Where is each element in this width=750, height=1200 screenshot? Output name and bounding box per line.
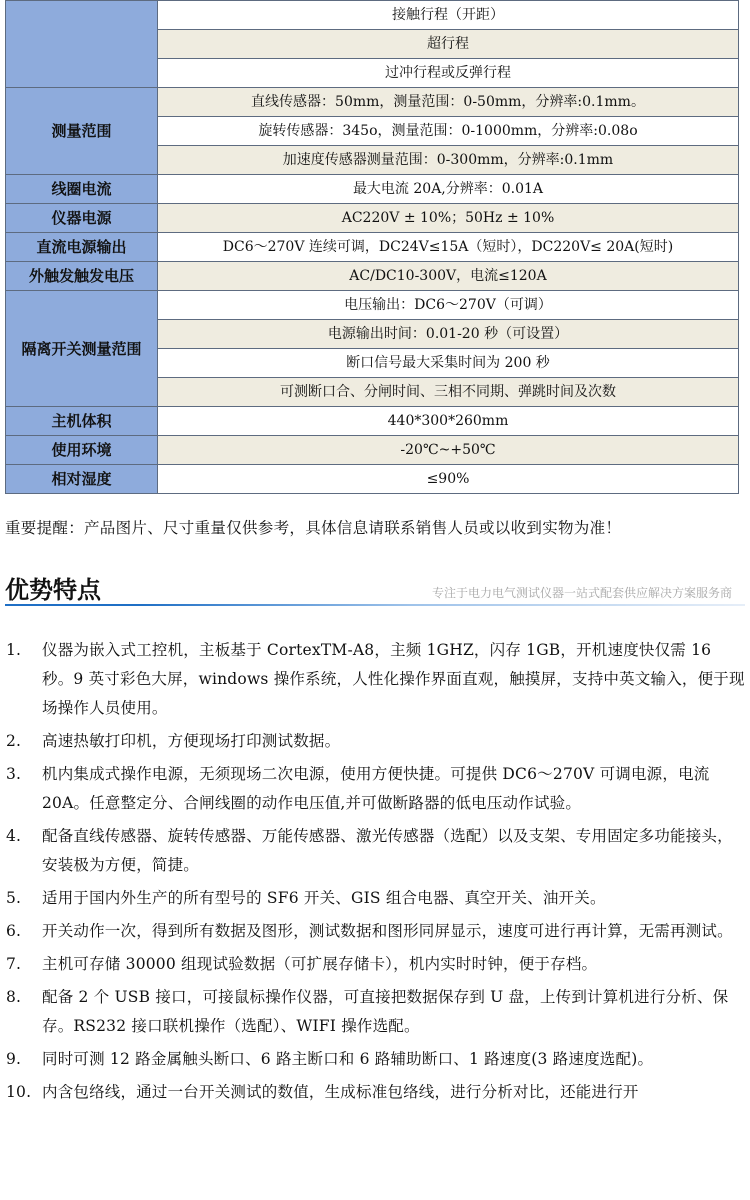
spec-row (6, 436, 739, 465)
spec-value: 断口信号最大采集时间为 200 秒 (158, 349, 739, 378)
spec-value: 接触行程（开距） (158, 1, 739, 30)
spec-row (6, 465, 739, 494)
spec-label: 外触发触发电压 (6, 262, 158, 291)
spec-row (6, 88, 739, 117)
spec-value: 可测断口合、分闸时间、三相不同期、弹跳时间及次数 (158, 378, 739, 407)
spec-label: 相对湿度 (6, 465, 158, 494)
spec-value: AC/DC10-300V，电流≤120A (158, 262, 739, 291)
feature-text: 高速热敏打印机，方便现场打印测试数据。 (42, 732, 341, 750)
feature-item (0, 950, 745, 979)
spec-row (6, 1, 739, 30)
spec-row (6, 175, 739, 204)
spec-value: 电源输出时间：0.01-20 秒（可设置） (158, 320, 739, 349)
spec-value: -20℃~+50℃ (158, 436, 739, 465)
feature-item (0, 636, 745, 723)
spec-row (6, 407, 739, 436)
spec-value: 直线传感器：50mm，测量范围：0-50mm，分辨率:0.1mm。 (158, 88, 739, 117)
spec-row (6, 291, 739, 320)
feature-text: 内含包络线，通过一台开关测试的数值，生成标准包络线，进行分析对比，还能进行开 (42, 1083, 639, 1101)
feature-number: 5. (6, 889, 22, 907)
feature-item (0, 760, 745, 818)
spec-label: 隔离开关测量范围 (6, 291, 158, 407)
spec-value: 加速度传感器测量范围：0-300mm，分辨率:0.1mm (158, 146, 739, 175)
spec-label: 线圈电流 (6, 175, 158, 204)
section-title: 优势特点 (5, 576, 101, 604)
notice-text: 重要提醒：产品图片、尺寸重量仅供参考，具体信息请联系销售人员或以收到实物为准！ (5, 519, 622, 537)
spec-row (6, 204, 739, 233)
feature-number: 2. (6, 732, 22, 750)
spec-label: 使用环境 (6, 436, 158, 465)
spec-value: AC220V ± 10%；50Hz ± 10% (158, 204, 739, 233)
feature-number: 9. (6, 1050, 22, 1068)
section-divider (5, 604, 745, 606)
spec-label: 测量范围 (6, 88, 158, 175)
feature-item (0, 822, 745, 880)
section-slogan: 专注于电力电气测试仪器一站式配套供应解决方案服务商 (431, 586, 732, 600)
feature-text: 机内集成式操作电源，无须现场二次电源，使用方便快捷。可提供 DC6～270V 可调电源，电流 20A。任意整定分、合闸线圈的动作电压值,并可做断路器的低电压动作试验。 (42, 765, 710, 812)
feature-text: 配备直线传感器、旋转传感器、万能传感器、激光传感器（选配）以及支架、专用固定多功能接头，安装极为方便，简捷。 (42, 827, 733, 874)
spec-label: 直流电源输出 (6, 233, 158, 262)
spec-table (5, 0, 739, 494)
feature-number: 7. (6, 955, 22, 973)
spec-row (6, 233, 739, 262)
feature-text: 开关动作一次，得到所有数据及图形，测试数据和图形同屏显示，速度可进行再计算，无需再测试。 (42, 922, 733, 940)
feature-text: 主机可存储 30000 组现试验数据（可扩展存储卡），机内实时时钟，便于存档。 (42, 955, 598, 973)
feature-item (0, 983, 745, 1041)
spec-value: 电压输出：DC6～270V（可调） (158, 291, 739, 320)
feature-item (0, 884, 745, 913)
feature-number: 3. (6, 765, 22, 783)
spec-label (6, 1, 158, 88)
spec-value: 最大电流 20A,分辨率：0.01A (158, 175, 739, 204)
spec-label: 仪器电源 (6, 204, 158, 233)
spec-value: 过冲行程或反弹行程 (158, 59, 739, 88)
feature-text: 适用于国内外生产的所有型号的 SF6 开关、GIS 组合电器、真空开关、油开关。 (42, 889, 606, 907)
feature-text: 仪器为嵌入式工控机，主板基于 CortexTM-A8，主频 1GHZ，闪存 1GB，开机速度快仅需 16 秒。9 英寸彩色大屏，windows 操作系统，人性化操作界面直观，触摸屏，支持中英文输入，便于现场操作人员使用。 (42, 641, 745, 717)
spec-label: 主机体积 (6, 407, 158, 436)
feature-number: 10. (6, 1083, 32, 1101)
feature-item (0, 727, 745, 756)
spec-value: 超行程 (158, 30, 739, 59)
feature-text: 同时可测 12 路金属触头断口、6 路主断口和 6 路辅助断口、1 路速度(3 路速度选配)。 (42, 1050, 654, 1068)
feature-item (0, 1045, 745, 1074)
spec-row (6, 262, 739, 291)
spec-value: DC6～270V 连续可调，DC24V≤15A（短时），DC220V≤ 20A(短时) (158, 233, 739, 262)
feature-number: 8. (6, 988, 22, 1006)
spec-value: ≤90% (158, 465, 739, 494)
feature-list (0, 636, 745, 1111)
feature-number: 4. (6, 827, 22, 845)
feature-item (0, 917, 745, 946)
spec-value: 440*300*260mm (158, 407, 739, 436)
spec-value: 旋转传感器：345ο，测量范围：0-1000mm，分辨率:0.08ο (158, 117, 739, 146)
feature-item (0, 1078, 745, 1107)
feature-text: 配备 2 个 USB 接口，可接鼠标操作仪器，可直接把数据保存到 U 盘，上传到计算机进行分析、保存。RS232 接口联机操作（选配）、WIFI 操作选配。 (42, 988, 729, 1035)
feature-number: 6. (6, 922, 22, 940)
feature-number: 1. (6, 641, 22, 659)
